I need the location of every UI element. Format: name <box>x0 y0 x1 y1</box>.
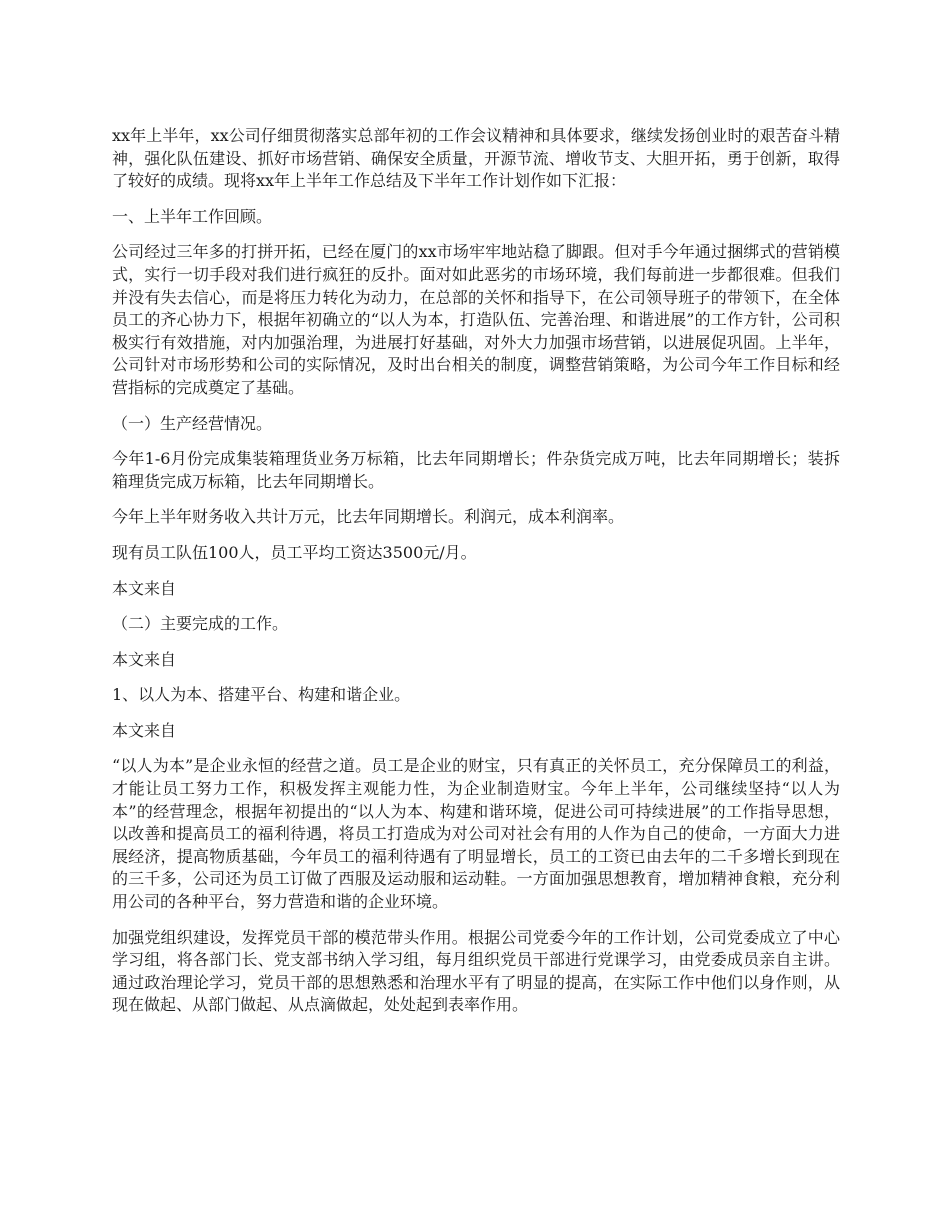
intro-paragraph: xx年上半年，xx公司仔细贯彻落实总部年初的工作会议精神和具体要求，继续发扬创业时的艰苦奋斗精神，强化队伍建设、抓好市场营销、确保安全质量，开源节流、增收节支、大胆开拓，勇于创新，取得了较好的成绩。现将xx年上半年工作总结及下半年工作计划作如下汇报： <box>112 126 840 191</box>
party-paragraph: 加强党组织建设，发挥党员干部的模范带头作用。根据公司党委今年的工作计划，公司党委成立了中心学习组，将各部门长、党支部书纳入学习组，每月组织党员干部进行党课学习，由党委成员亲自主讲。通过政治理论学习，党员干部的思想熟悉和治理水平有了明显的提高，在实际工作中他们以身作则，从现在做起、从部门做起、从点滴做起，处处起到表率作用。 <box>112 927 840 1015</box>
operations-paragraph: 今年1-6月份完成集装箱理货业务万标箱，比去年同期增长；件杂货完成万吨，比去年同期增长；装拆箱理货完成万标箱，比去年同期增长。 <box>112 449 840 491</box>
item-heading-people: 1、以人为本、搭建平台、构建和谐企业。 <box>112 685 411 705</box>
people-paragraph: “以人为本”是企业永恒的经营之道。员工是企业的财宝，只有真正的关怀员工，充分保障员工的利益，才能让员工努力工作，积极发挥主观能力性，为企业制造财宝。今年上半年，公司继续坚持“以人为本”的经营理念，根据年初提出的“以人为本、构建和谐环境，促进公司可持续进展”的工作指导思想，以改善和提高员工的福利待遇，将员工打造成为对公司对社会有用的人作为自己的使命，一方面大力进展经济，提高物质基础，今年员工的福利待遇有了明显增长，员工的工资已由去年的二千多增长到现在的三千多，公司还为员工订做了西服及运动服和运动鞋。一方面加强思想教育，增加精神食粮，充分利用公司的各种平台，努力营造和谐的企业环境。 <box>112 756 840 912</box>
finance-paragraph: 今年上半年财务收入共计万元，比去年同期增长。利润元，成本利润率。 <box>112 507 625 527</box>
subsection-heading-operations: （一）生产经营情况。 <box>112 413 273 433</box>
subsection-heading-work: （二）主要完成的工作。 <box>112 614 289 634</box>
document-body <box>112 125 840 1030</box>
staff-paragraph: 现有员工队伍100人，员工平均工资达3500元/月。 <box>112 542 477 562</box>
review-paragraph: 公司经过三年多的打拼开拓，已经在厦门的xx市场牢牢地站稳了脚跟。但对手今年通过捆绑式的营销模式，实行一切手段对我们进行疯狂的反扑。面对如此恶劣的市场环境，我们每前进一步都很难。但我们并没有失去信心，而是将压力转化为动力，在总部的关怀和指导下，在公司领导班子的带领下，在全体员工的齐心协力下，根据年初确立的“以人为本，打造队伍、完善治理、和谐进展”的工作方针，公司积极实行有效措施，对内加强治理，为进展打好基础，对外大力加强市场营销，以进展促巩固。上半年，公司针对市场形势和公司的实际情况，及时出台相关的制度，调整营销策略，为公司今年工作目标和经营指标的完成奠定了基础。 <box>112 242 840 397</box>
source-note: 本文来自 <box>112 720 177 740</box>
section-heading-review: 一、上半年工作回顾。 <box>112 206 273 226</box>
source-note: 本文来自 <box>112 578 177 598</box>
source-note: 本文来自 <box>112 649 177 669</box>
